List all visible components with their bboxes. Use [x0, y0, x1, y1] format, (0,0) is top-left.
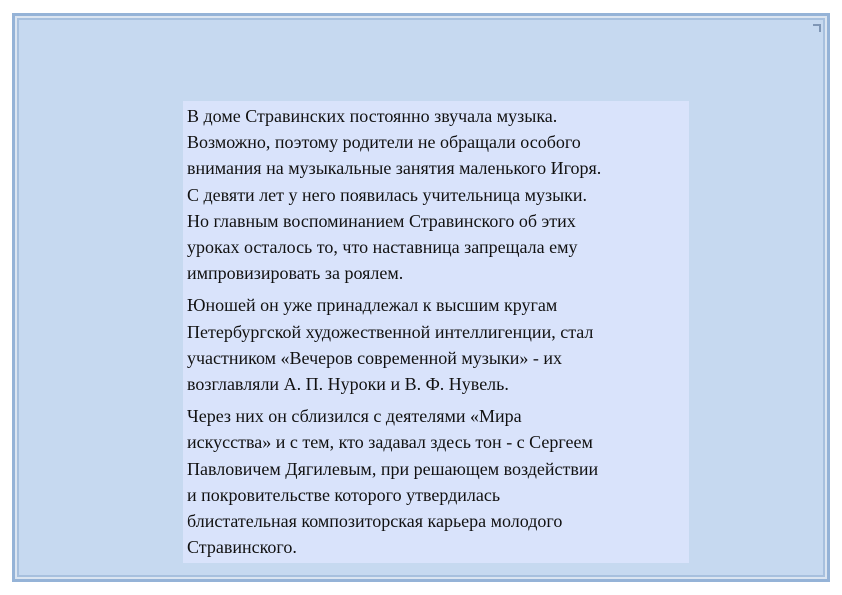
paragraph-1: В доме Стравинских постоянно звучала музыка. Возможно, поэтому родители не обращали особого внимания на музыкальные занятия маленького Игоря. С девяти лет у него появилась учительница музыки. Но главным воспоминанием Стравинского об этих уроках осталось то, что наставница запрещала ему импровизировать за роялем. [187, 106, 602, 284]
slide-frame [12, 13, 830, 582]
paragraph-3: Через них он сблизился с деятелями «Мира искусства» и с тем, кто задавал здесь тон - с Сергеем Павловичем Дягилевым, при решающем воздействии и покровительстве которого утвердилась блистательная композиторская карьера молодого Стравинского. [187, 406, 599, 558]
paragraph-2: Юношей он уже принадлежал к высшим кругам Петербургской художественной интеллигенции, стал участником «Вечеров современной музыки» - их возглавляли А. П. Нуроки и В. Ф. Нувель. [187, 295, 594, 395]
corner-decoration [813, 24, 821, 32]
text-box [183, 101, 689, 563]
